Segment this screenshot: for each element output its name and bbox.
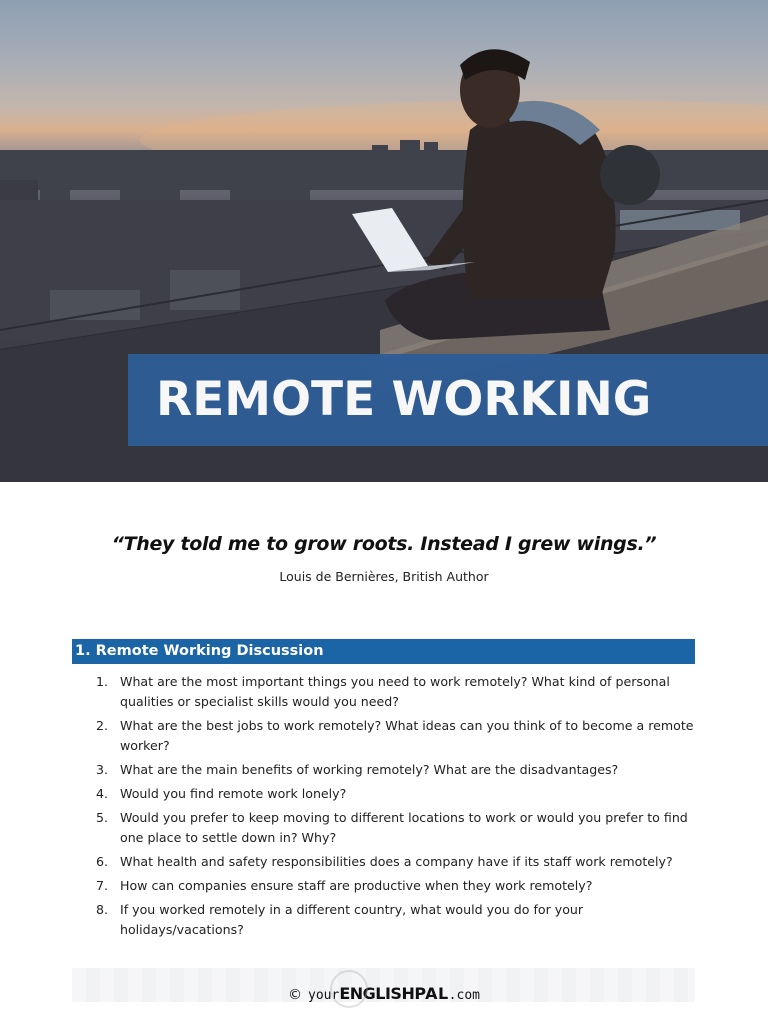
list-item-text: What are the most important things you need to work remotely? What kind of personal qualities or specialist skills would you need? (120, 674, 670, 709)
list-item (92, 760, 702, 780)
man-silhouette (385, 49, 616, 340)
list-item (92, 876, 702, 896)
list-item-text: What health and safety responsibilities does a company have if its staff work remotely? (120, 854, 673, 869)
page-title: REMOTE WORKING (156, 372, 652, 427)
brand-main: ENGLISH (339, 984, 415, 1003)
list-item-text: What are the main benefits of working remotely? What are the disadvantages? (120, 762, 619, 777)
list-item-text: What are the best jobs to work remotely? What ideas can you think of to become a remote worker? (120, 718, 694, 753)
brand-prefix: your (308, 988, 340, 1003)
brand-pal: PAL (414, 984, 449, 1003)
question-list (92, 672, 702, 944)
brand-suffix: .com (448, 988, 480, 1003)
list-item (92, 672, 702, 712)
list-item (92, 808, 702, 848)
section-header (72, 639, 695, 664)
list-item-text: If you worked remotely in a different country, what would you do for your holidays/vacations? (120, 902, 584, 937)
list-item-number: 5. (96, 810, 109, 825)
quote-author: Louis de Bernières, British Author (279, 569, 489, 584)
list-item (92, 716, 702, 756)
footer-brand (0, 984, 768, 1003)
list-item-number: 3. (96, 762, 109, 777)
list-item-number: 2. (96, 718, 109, 733)
copyright-symbol: © (288, 987, 302, 1003)
list-item-number: 1. (96, 674, 109, 689)
list-item (92, 852, 702, 872)
hero-image (0, 0, 768, 482)
list-item-text: How can companies ensure staff are productive when they work remotely? (120, 878, 593, 893)
list-item-number: 6. (96, 854, 109, 869)
list-item (92, 900, 702, 940)
list-item-text: Would you find remote work lonely? (120, 786, 347, 801)
title-band (128, 354, 768, 446)
list-item (92, 784, 702, 804)
list-item-number: 7. (96, 878, 109, 893)
list-item-number: 4. (96, 786, 109, 801)
list-item-text: Would you prefer to keep moving to different locations to work or would you prefer to find one place to settle down in? Why? (120, 810, 688, 845)
list-item-number: 8. (96, 902, 109, 917)
section-title: 1. Remote Working Discussion (75, 643, 324, 659)
brand-logo-icon (330, 970, 368, 1008)
quote-text: “They told me to grow roots. Instead I grew wings.” (111, 533, 657, 555)
